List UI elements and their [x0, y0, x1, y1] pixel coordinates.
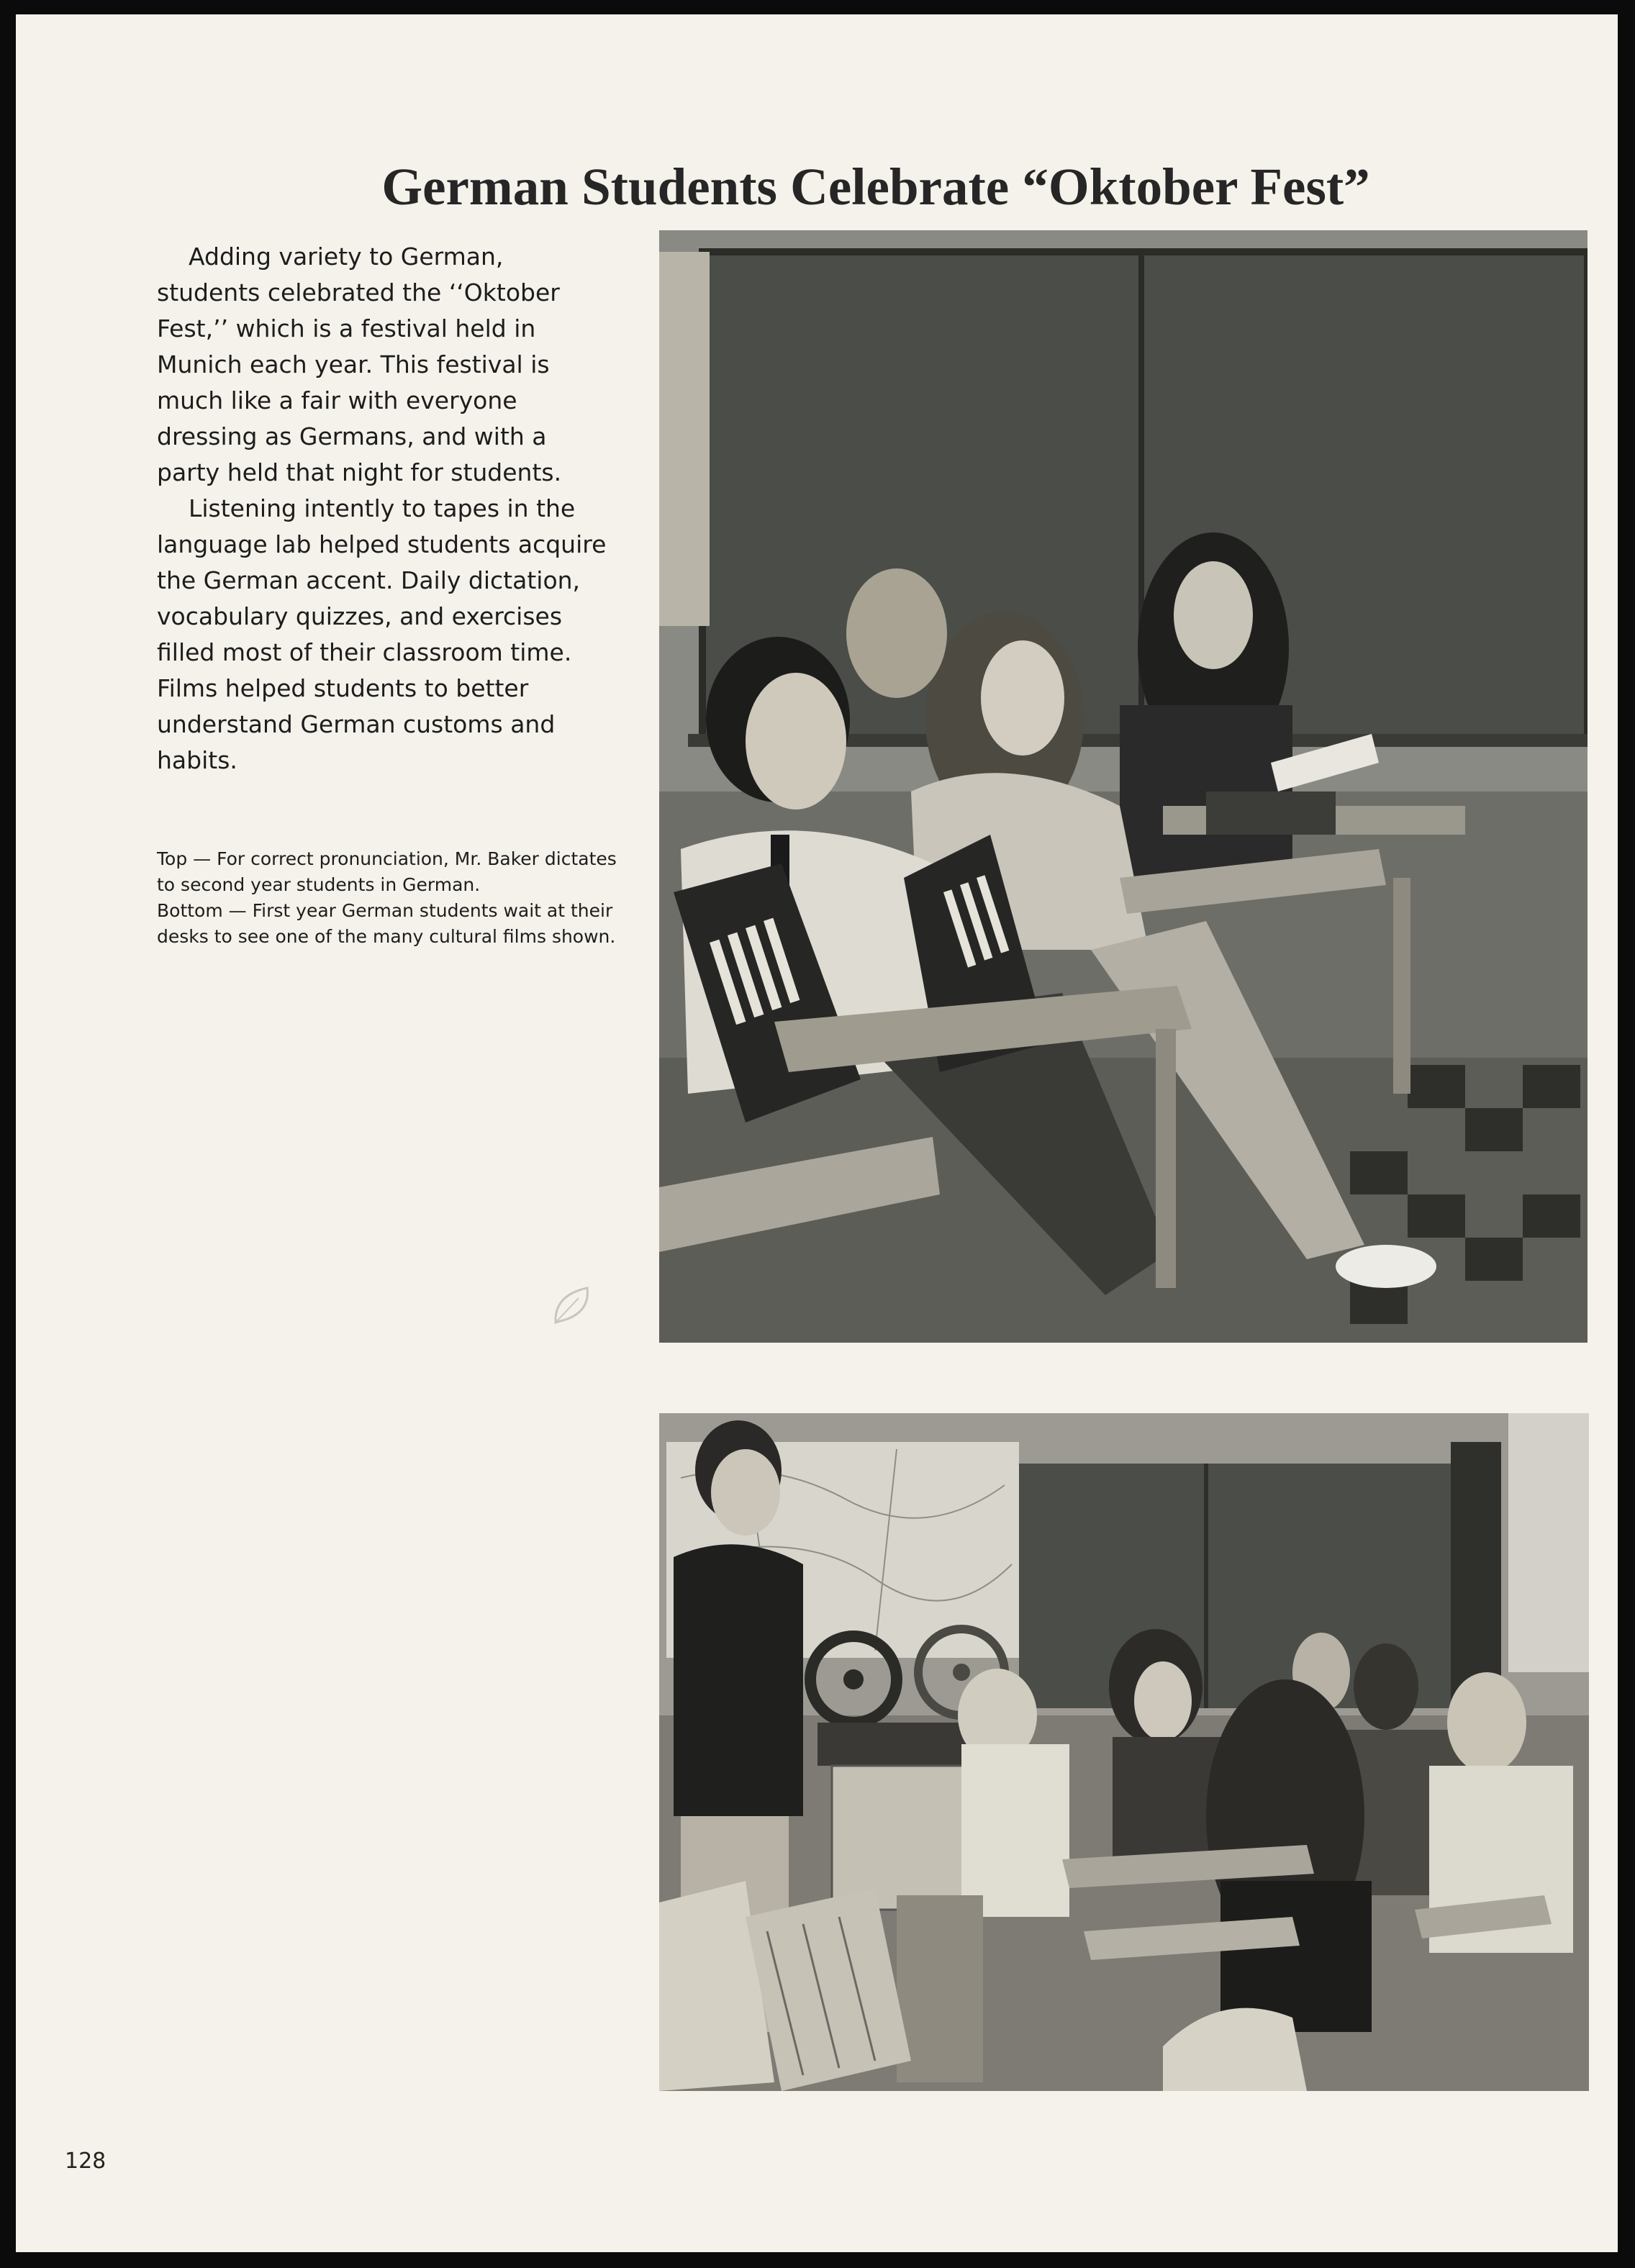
leaf-watermark-icon — [550, 1282, 593, 1328]
article-paragraph-1: Adding variety to German, students celebrated the ‘‘Oktober Fest,’’ which is a festival held in Munich each year. This festival is much like a fair with everyone dressing as Germans, and with a party held that night for students. — [157, 242, 562, 486]
page-title: German Students Celebrate “Oktober Fest” — [381, 158, 1370, 216]
caption-bottom: Bottom — First year German students wait at their desks to see one of the many cultural films shown. — [157, 900, 616, 947]
photo-top-image — [659, 230, 1588, 1343]
photo-classroom-pronunciation — [659, 230, 1588, 1343]
yearbook-page — [16, 14, 1618, 2252]
photo-film-projector — [659, 1413, 1589, 2091]
page-number: 128 — [65, 2149, 107, 2174]
article-body — [157, 239, 610, 779]
caption-top: Top — For correct pronunciation, Mr. Baker dictates to second year students in German. — [157, 848, 617, 895]
photo-bottom-image — [659, 1413, 1589, 2091]
photo-captions — [157, 846, 617, 950]
article-paragraph-2: Listening intently to tapes in the language lab helped students acquire the German accent. Daily dictation, vocabulary quizzes, and exercises filled most of their classroom time. Films helped students to better understand German customs and habits. — [157, 494, 607, 774]
